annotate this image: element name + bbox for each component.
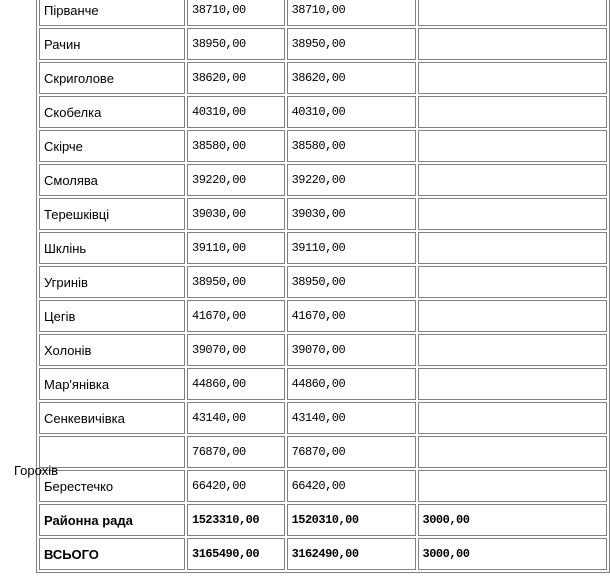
row-value-2-cell: 38950,00 — [287, 28, 416, 60]
table-body — [39, 0, 607, 570]
row-value-2-cell: 38620,00 — [287, 62, 416, 94]
table-row — [39, 504, 607, 536]
row-value-3-cell — [418, 436, 607, 468]
row-value-3-cell — [418, 368, 607, 400]
row-value-3-cell — [418, 0, 607, 26]
table-row — [39, 232, 607, 264]
row-value-3-cell — [418, 266, 607, 298]
row-name-cell — [39, 436, 185, 468]
table-row — [39, 96, 607, 128]
table-row — [39, 368, 607, 400]
budget-table — [36, 0, 610, 573]
row-name-cell: Угринів — [39, 266, 185, 298]
row-value-1-cell: 43140,00 — [187, 402, 285, 434]
row-value-2-cell: 1520310,00 — [287, 504, 416, 536]
row-name-cell: Цегів — [39, 300, 185, 332]
row-value-1-cell: 39030,00 — [187, 198, 285, 230]
row-value-1-cell: 76870,00 — [187, 436, 285, 468]
table-row — [39, 470, 607, 502]
row-value-1-cell: 41670,00 — [187, 300, 285, 332]
district-label: Горохів — [14, 463, 59, 478]
row-value-2-cell: 40310,00 — [287, 96, 416, 128]
row-value-1-cell: 38580,00 — [187, 130, 285, 162]
row-value-3-cell — [418, 96, 607, 128]
row-value-1-cell: 39220,00 — [187, 164, 285, 196]
row-value-3-cell — [418, 164, 607, 196]
row-name-cell: ВСЬОГО — [39, 538, 185, 570]
row-value-3-cell: 3000,00 — [418, 538, 607, 570]
row-value-1-cell: 39070,00 — [187, 334, 285, 366]
row-value-2-cell: 44860,00 — [287, 368, 416, 400]
row-name-cell: Районна рада — [39, 504, 185, 536]
row-value-3-cell — [418, 198, 607, 230]
row-value-1-cell: 38950,00 — [187, 266, 285, 298]
table-row — [39, 198, 607, 230]
row-value-2-cell: 3162490,00 — [287, 538, 416, 570]
row-value-1-cell: 1523310,00 — [187, 504, 285, 536]
row-value-2-cell: 41670,00 — [287, 300, 416, 332]
row-value-3-cell: 3000,00 — [418, 504, 607, 536]
table-row — [39, 402, 607, 434]
row-value-2-cell: 39110,00 — [287, 232, 416, 264]
row-value-1-cell: 38620,00 — [187, 62, 285, 94]
row-name-cell: Скірче — [39, 130, 185, 162]
row-name-cell: Скобелка — [39, 96, 185, 128]
row-value-3-cell — [418, 62, 607, 94]
table-row — [39, 164, 607, 196]
row-name-cell: Скриголове — [39, 62, 185, 94]
row-name-cell: Холонів — [39, 334, 185, 366]
row-value-2-cell: 39070,00 — [287, 334, 416, 366]
row-value-3-cell — [418, 402, 607, 434]
row-name-cell: Берестечко — [39, 470, 185, 502]
row-value-3-cell — [418, 300, 607, 332]
table-row — [39, 436, 607, 468]
row-name-cell: Пірванче — [39, 0, 185, 26]
row-value-3-cell — [418, 130, 607, 162]
row-value-2-cell: 38950,00 — [287, 266, 416, 298]
table-row — [39, 62, 607, 94]
row-value-2-cell: 76870,00 — [287, 436, 416, 468]
row-value-2-cell: 43140,00 — [287, 402, 416, 434]
row-value-2-cell: 38580,00 — [287, 130, 416, 162]
row-name-cell: Рачин — [39, 28, 185, 60]
row-value-1-cell: 3165490,00 — [187, 538, 285, 570]
row-name-cell: Смолява — [39, 164, 185, 196]
row-name-cell: Сенкевичівка — [39, 402, 185, 434]
row-name-cell: Шклінь — [39, 232, 185, 264]
row-value-1-cell: 38950,00 — [187, 28, 285, 60]
row-value-3-cell — [418, 470, 607, 502]
table-row — [39, 334, 607, 366]
row-value-1-cell: 40310,00 — [187, 96, 285, 128]
table-row — [39, 0, 607, 26]
row-value-2-cell: 39030,00 — [287, 198, 416, 230]
row-value-2-cell: 38710,00 — [287, 0, 416, 26]
row-value-1-cell: 38710,00 — [187, 0, 285, 26]
row-value-1-cell: 39110,00 — [187, 232, 285, 264]
row-value-1-cell: 44860,00 — [187, 368, 285, 400]
row-name-cell: Терешківці — [39, 198, 185, 230]
table-row — [39, 538, 607, 570]
row-value-3-cell — [418, 232, 607, 264]
table-row — [39, 28, 607, 60]
row-value-3-cell — [418, 28, 607, 60]
row-name-cell: Мар'янівка — [39, 368, 185, 400]
row-value-2-cell: 39220,00 — [287, 164, 416, 196]
row-value-1-cell: 66420,00 — [187, 470, 285, 502]
table-row — [39, 130, 607, 162]
row-value-3-cell — [418, 334, 607, 366]
table-row — [39, 266, 607, 298]
row-value-2-cell: 66420,00 — [287, 470, 416, 502]
table-row — [39, 300, 607, 332]
